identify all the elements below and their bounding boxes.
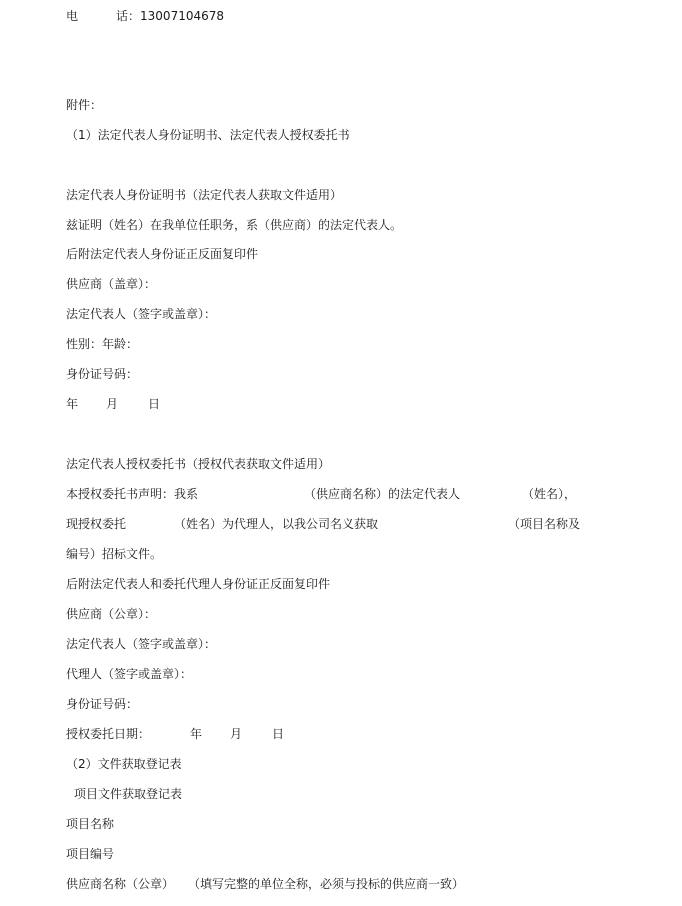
date-year: 年: [190, 727, 203, 741]
authorization-s1-b: （供应商名称）的法定代表人: [304, 487, 461, 501]
authorization-agent: 代理人（签字或盖章）：: [66, 667, 193, 681]
authorization-s2-b: （姓名）为代理人，以我公司名义获取: [174, 517, 379, 531]
registration-title: 项目文件获取登记表: [74, 787, 183, 801]
authorization-title: 法定代表人授权委托书（授权代表获取文件适用）: [66, 457, 331, 471]
identity-cert-supplier: 供应商（盖章）：: [66, 277, 157, 291]
phone-line: [66, 7, 224, 25]
authorization-sentence-2: [66, 515, 580, 533]
registration-supplier-name: 供应商名称（公章）: [66, 877, 175, 891]
authorization-s2-a: 现授权委托: [66, 517, 127, 531]
identity-cert-legal-rep: 法定代表人（签字或盖章）：: [66, 307, 217, 321]
registration-supplier-line: [66, 875, 464, 893]
identity-cert-gender-age: 性别：年龄：: [66, 337, 139, 351]
authorization-legal-rep: 法定代表人（签字或盖章）：: [66, 637, 217, 651]
identity-cert-date: [66, 395, 160, 413]
authorization-supplier: 供应商（公章）：: [66, 607, 157, 621]
phone-number: 13007104678: [140, 9, 225, 23]
registration-project-number: 项目编号: [66, 847, 115, 861]
identity-cert-id-number: 身份证号码：: [66, 367, 139, 381]
registration-supplier-note: （填写完整的单位全称，必须与投标的供应商一致）: [188, 877, 465, 891]
registration-project-name: 项目名称: [66, 817, 115, 831]
authorization-s2-c: （项目名称及: [508, 517, 581, 531]
date-day: 日: [272, 727, 285, 741]
authorization-s1-c: （姓名），: [522, 487, 577, 501]
authorization-sentence-3: 编号）招标文件。: [66, 547, 163, 561]
identity-cert-line1: 兹证明（姓名）在我单位任职务，系（供应商）的法定代表人。: [66, 218, 403, 232]
attachment-item-1: （1）法定代表人身份证明书、法定代表人授权委托书: [66, 128, 350, 142]
identity-cert-line2: 后附法定代表人身份证正反面复印件: [66, 247, 259, 261]
attachments-heading: 附件：: [66, 98, 103, 112]
authorization-sentence-1: [66, 485, 576, 503]
authorization-date-label: 授权委托日期：: [66, 727, 151, 741]
authorization-attach-note: 后附法定代表人和委托代理人身份证正反面复印件: [66, 577, 331, 591]
registration-item-2: （2）文件获取登记表: [66, 757, 182, 771]
phone-label-a: 电: [66, 9, 79, 23]
date-day: 日: [148, 397, 161, 411]
phone-label-b: 话：: [116, 9, 141, 23]
authorization-id-number: 身份证号码：: [66, 697, 139, 711]
date-month: 月: [230, 727, 243, 741]
date-year: 年: [66, 397, 79, 411]
authorization-date: [66, 725, 284, 743]
date-month: 月: [106, 397, 119, 411]
authorization-s1-a: 本授权委托书声明：我系: [66, 487, 199, 501]
identity-cert-title: 法定代表人身份证明书（法定代表人获取文件适用）: [66, 188, 343, 202]
